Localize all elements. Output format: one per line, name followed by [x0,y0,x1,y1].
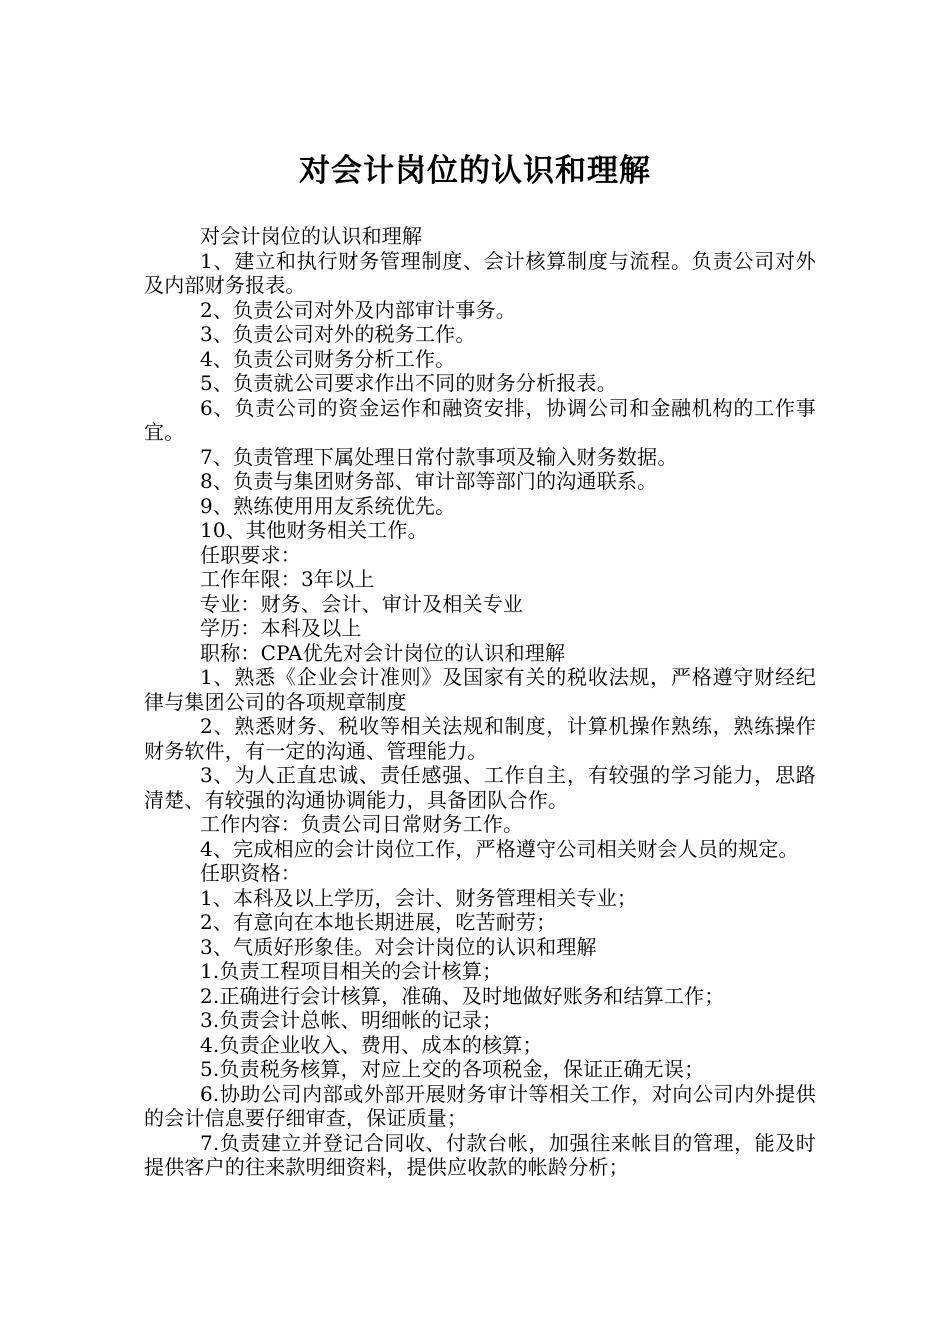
duty-item-7: 7、负责管理下属处理日常付款事项及输入财务数据。 [200,444,678,469]
task-item-7: 7.负责建立并登记合同收、付款台帐，加强往来帐目的管理，能及时提供客户的往来款明细资料，提供应收款的帐龄分析； [144,1130,816,1179]
requirements-heading: 任职要求： [200,542,301,567]
task-item-1: 1.负责工程项目相关的会计核算； [200,959,503,983]
requirement-education: 学历：本科及以上 [200,616,362,640]
requirement-major: 专业：财务、会计、审计及相关专业 [200,591,524,616]
duty-item-5: 5、负责就公司要求作出不同的财务分析报表。 [200,371,617,395]
duty-item-6: 6、负责公司的资金运作和融资安排，协调公司和金融机构的工作事宜。 [144,395,816,444]
work-content: 工作内容：负责公司日常财务工作。 [200,812,524,836]
duty-item-1: 1、建立和执行财务管理制度、会计核算制度与流程。负责公司对外及内部财务报表。 [144,248,816,297]
eligibility-item-3: 3、气质好形象佳。对会计岗位的认识和理解 [200,934,597,959]
duty-item-8: 8、负责与集团财务部、审计部等部门的沟通联系。 [200,469,658,493]
requirement-title: 职称：CPA优先对会计岗位的认识和理解 [200,640,566,665]
task-item-3: 3.负责会计总帐、明细帐的记录； [200,1008,503,1032]
qualification-item-1: 1、熟悉《企业会计准则》及国家有关的税收法规，严格遵守财经纪律与集团公司的各项规章制度 [144,665,816,714]
eligibility-item-2: 2、有意向在本地长期进展，吃苦耐劳； [200,910,557,934]
duty-item-3: 3、负责公司对外的税务工作。 [200,322,476,346]
eligibility-heading: 任职资格： [200,861,301,885]
task-item-5: 5.负责税务核算，对应上交的各项税金，保证正确无误； [200,1057,705,1081]
eligibility-item-1: 1、本科及以上学历，会计、财务管理相关专业； [200,885,638,910]
duty-item-2: 2、负责公司对外及内部审计事务。 [200,297,516,322]
requirement-experience: 工作年限：3年以上 [200,567,375,591]
qualification-item-2: 2、熟悉财务、税收等相关法规和制度，计算机操作熟练，熟练操作财务软件，有一定的沟通、管理能力。 [144,714,816,763]
qualification-item-4: 4、完成相应的会计岗位工作，严格遵守公司相关财会人员的规定。 [200,836,799,861]
paragraph-heading-repeat: 对会计岗位的认识和理解 [200,224,423,248]
duty-item-9: 9、熟练使用用友系统优先。 [200,493,456,518]
duty-item-4: 4、负责公司财务分析工作。 [200,346,456,371]
document-body [144,224,816,1180]
qualification-item-3: 3、为人正直忠诚、责任感强、工作自主，有较强的学习能力，思路清楚、有较强的沟通协调能力，具备团队合作。 [144,763,816,812]
task-item-2: 2.正确进行会计核算，准确、及时地做好账务和结算工作； [200,983,725,1008]
duty-item-10: 10、其他财务相关工作。 [200,518,428,542]
task-item-4: 4.负责企业收入、费用、成本的核算； [200,1032,543,1057]
document-title: 对会计岗位的认识和理解 [299,152,651,189]
task-item-6: 6.协助公司内部或外部开展财务审计等相关工作，对向公司内外提供的会计信息要仔细审查，保证质量； [144,1081,816,1130]
